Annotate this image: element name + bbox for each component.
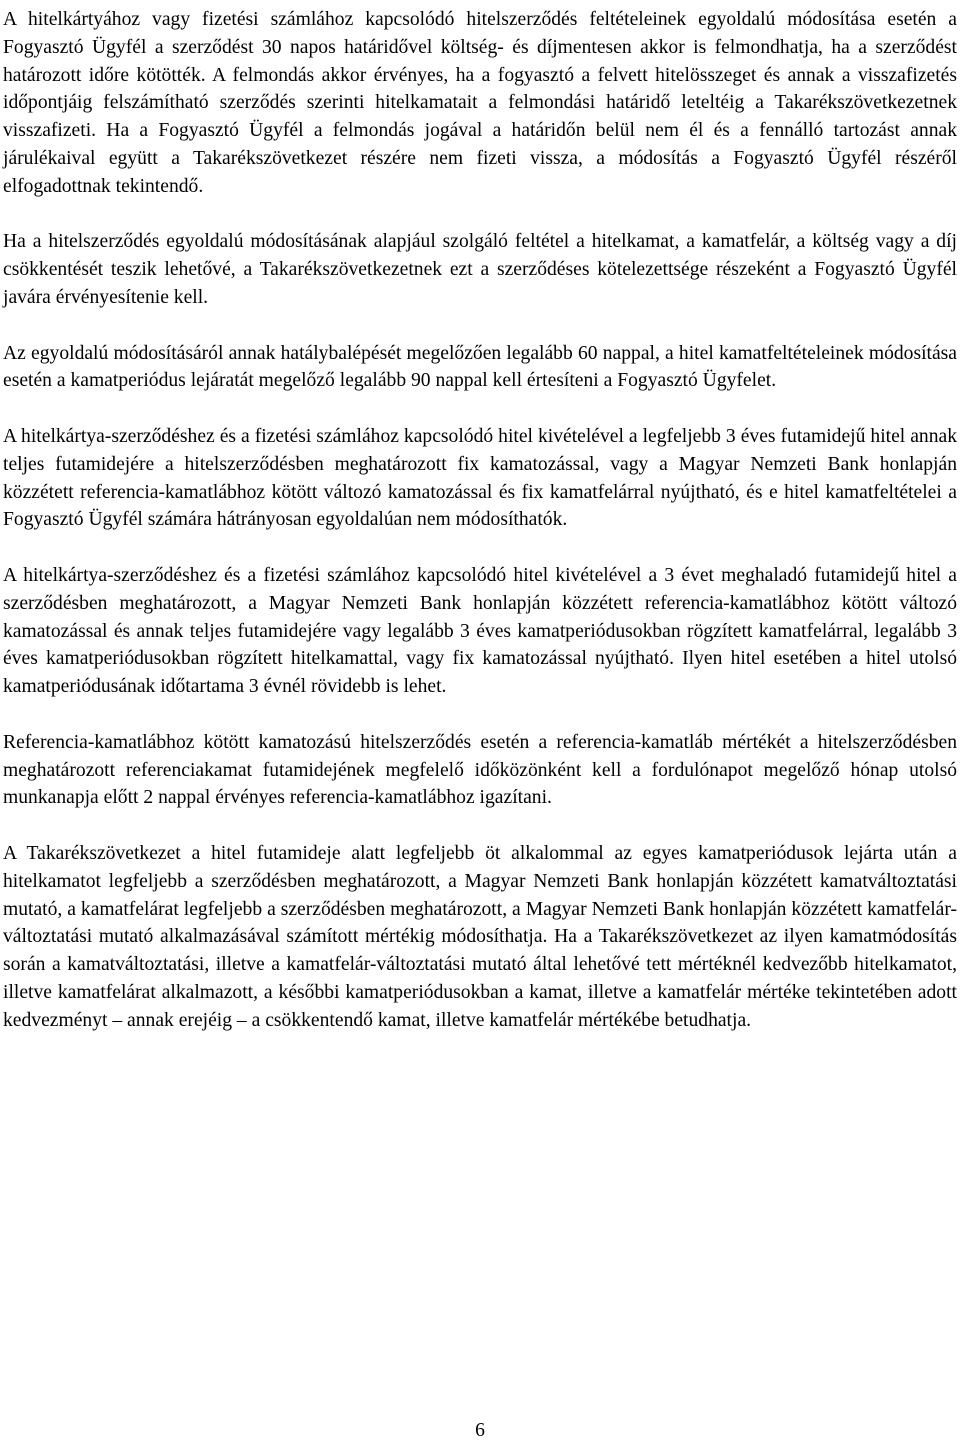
paragraph-rate-modification: A Takarékszövetkezet a hitel futamideje alatt legfeljebb öt alkalommal az egyes kamatperiódusok lejárta után a hitelkamatot legfeljebb a szerződésben meghatározott, a Magyar Nemzeti Bank honlapján közzétett kamatváltoztatási mutató, a kamatfelárat legfeljebb a szerződésben meghatározott, a Magyar Nemzeti Bank honlapján közzétett kamatfelár-változtatási mutató alkalmazásával számított mértékig módosíthatja. Ha a Takarékszövetkezet az ilyen kamatmódosítás során a kamatváltoztatási, illetve a kamatfelár-változtatási mutató által lehetővé tett mértéknél kedvezőbb hitelkamatot, illetve kamatfelárat alkalmazott, a későbbi kamatperiódusokban a kamat, illetve a kamatfelár mértéke tekintetében adott kedvezményt – annak erejéig – a csökkentendő kamat, illetve kamatfelár mértékébe betudhatja. — [3, 842, 957, 1031]
paragraph-long-term-credit: A hitelkártya-szerződéshez és a fizetési számlához kapcsolódó hitel kivételével a 3 évet meghaladó futamidejű hitel a szerződésben meghatározott, a Magyar Nemzeti Bank honlapján közzétett referencia-kamatlábhoz kötött változó kamatozással és annak teljes futamidejére vagy legalább 3 éves kamatperiódusokban rögzített kamatfelárral, legalább 3 éves kamatperiódusokban rögzített hitelkamattal, vagy fix kamatozással nyújtható. Ilyen hitel esetében a hitel utolsó kamatperiódusának időtartama 3 évnél rövidebb is lehet. — [3, 564, 957, 698]
paragraph-favorable-conditions: Ha a hitelszerződés egyoldalú módosításának alapjául szolgáló feltétel a hitelkamat, a kamatfelár, a költség vagy a díj csökkentését teszik lehetővé, a Takarékszövetkezetnek ezt a szerződéses kötelezettsége részeként a Fogyasztó Ügyfél javára érvényesítenie kell. — [3, 231, 957, 308]
paragraph-unilateral-modification-termination: A hitelkártyához vagy fizetési számlához kapcsolódó hitelszerződés feltételeinek egyoldalú módosítása esetén a Fogyasztó Ügyfél a szerződést 30 napos határidővel költség- és díjmentesen akkor is felmondhatja, ha a szerződést határozott időre kötötték. A felmondás akkor érvényes, ha a fogyasztó a felvett hitelösszeget és annak a visszafizetés időpontjáig felszámítható szerződés szerinti hitelkamatait a felmondási határidő leteltéig a Takarékszövetkezetnek visszafizeti. Ha a Fogyasztó Ügyfél a felmondás jogával a határidőn belül nem él és a fennálló tartozást annak járulékaival együtt a Takarékszövetkezet részére nem fizeti vissza, a módosítás a Fogyasztó Ügyfél részéről elfogadottnak tekintendő. — [3, 9, 957, 197]
document-body — [3, 6, 957, 1062]
paragraph-reference-rate: Referencia-kamatlábhoz kötött kamatozású hitelszerződés esetén a referencia-kamatláb mértékét a hitelszerződésben meghatározott referenciakamat futamidejének megfelelő időközönként kell a fordulónapot megelőző hónap utolsó munkanapja előtt 2 nappal érvényes referencia-kamatlábhoz igazítani. — [3, 731, 957, 809]
paragraph-short-term-credit: A hitelkártya-szerződéshez és a fizetési számlához kapcsolódó hitel kivételével a legfeljebb 3 éves futamidejű hitel annak teljes futamidejére a hitelszerződésben meghatározott fix kamatozással, vagy a Magyar Nemzeti Bank honlapján közzétett referencia-kamatlábhoz kötött változó kamatozással és fix kamatfelárral nyújtható, és e hitel kamatfeltételei a Fogyasztó Ügyfél számára hátrányosan egyoldalúan nem módosíthatók. — [3, 425, 957, 531]
paragraph-notification-deadline: Az egyoldalú módosításáról annak hatálybalépését megelőzően legalább 60 nappal, a hitel kamatfeltételeinek módosítása esetén a kamatperiódus lejáratát megelőző legalább 90 nappal kell értesíteni a Fogyasztó Ügyfelet. — [3, 342, 957, 392]
page-number: 6 — [475, 1420, 485, 1441]
